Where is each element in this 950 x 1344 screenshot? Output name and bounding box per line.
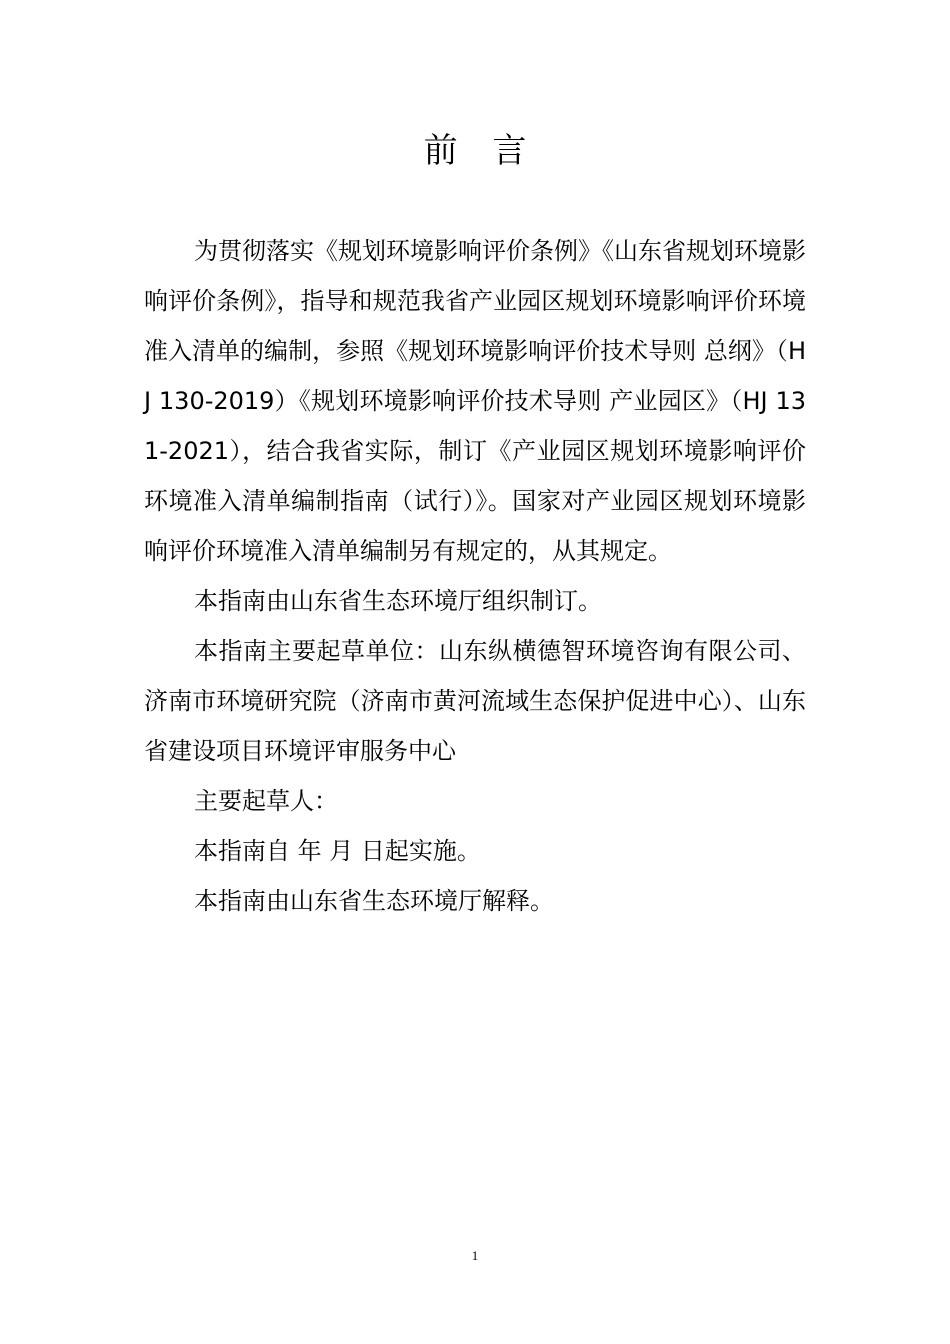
paragraph-drafters: 主要起草人： xyxy=(194,787,338,815)
paragraph-purpose: 为贯彻落实《规划环境影响评价条例》《山东省规划环境影响评价条例》，指导和规范我省产业园区规划环境影响评价环境准入清单的编制，参照《规划环境影响评价技术导则 总纲》（HJ 130-2019）《规划环境影响评价技术导则 产业园区》（HJ 131-2021），结合我省实际，制订《产业园区规划环境影响评价环境准入清单编制指南（试行）》。国家对产业园区规划环境影响评价环境准入清单编制另有规定的，从其规定。 xyxy=(144,237,806,565)
paragraph-interpretation: 本指南由山东省生态环境厅解释。 xyxy=(194,887,554,915)
page-title: 前 言 xyxy=(423,131,539,171)
body-text xyxy=(144,226,806,926)
paragraph-organizer: 本指南由山东省生态环境厅组织制订。 xyxy=(194,587,602,615)
paragraph-drafting-units: 本指南主要起草单位：山东纵横德智环境咨询有限公司、济南市环境研究院（济南市黄河流域生态保护促进中心）、山东省建设项目环境评审服务中心 xyxy=(144,637,806,765)
paragraph-effective-date: 本指南自 年 月 日起实施。 xyxy=(194,837,481,865)
page-number: 1 xyxy=(471,1248,479,1263)
